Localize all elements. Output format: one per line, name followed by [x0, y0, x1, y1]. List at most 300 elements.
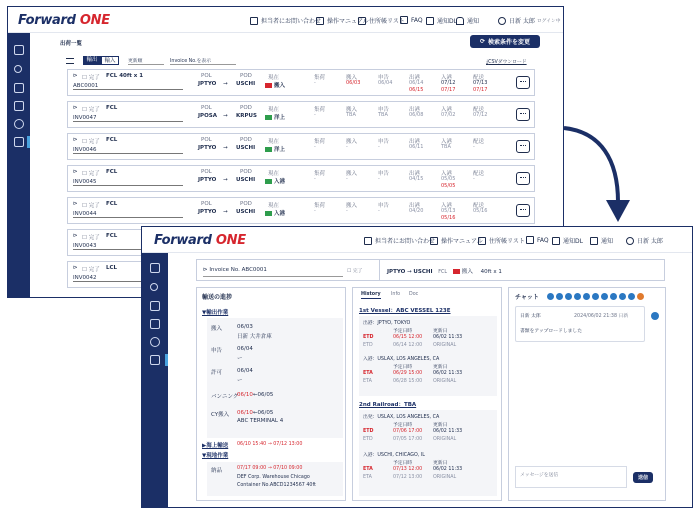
- done-checkbox[interactable]: ☐ 完了: [347, 269, 363, 274]
- row-pol-header: POL: [201, 73, 212, 79]
- col-updated: 更新日: [433, 329, 448, 334]
- row-pol: JPOSA: [198, 113, 217, 119]
- eta2-old-label: ETA: [363, 475, 372, 480]
- participant-avatar[interactable]: [547, 293, 554, 300]
- milestone-header: 集荷: [314, 75, 326, 81]
- page-title: 出荷一覧: [60, 41, 83, 47]
- detail-logo[interactable]: Forward ONE: [154, 233, 246, 248]
- row-pol: JPTYO: [198, 209, 217, 215]
- milestone-date: 05/13: [441, 208, 456, 214]
- bell-icon: [456, 17, 464, 25]
- etd1-date: 06/15 12:00: [393, 335, 423, 340]
- history-icon[interactable]: [150, 337, 160, 347]
- milestone-date: 07/02: [441, 112, 456, 118]
- invoice-select[interactable]: Invoice No.を表示: [170, 57, 236, 65]
- tab-info[interactable]: Info: [391, 292, 401, 297]
- book-icon: [316, 17, 324, 25]
- etd1-old-label: ETD: [363, 343, 373, 348]
- history-panel: [352, 287, 502, 501]
- rail-arrive: 入港：USCHI, CHICAGO, IL: [363, 453, 425, 458]
- section-ocean[interactable]: ▶海上輸送: [202, 443, 229, 449]
- bell-icon: [590, 237, 598, 245]
- list-icon: [358, 17, 366, 25]
- milestone-header: 入港: [441, 203, 453, 209]
- status-text: 搬入: [274, 83, 286, 89]
- status-flag: [265, 147, 272, 152]
- vessel-arrive: 入港：USLAX, LOS ANGELES, CA: [363, 357, 440, 362]
- history-icon[interactable]: [14, 119, 24, 129]
- eta1-orig: ORIGINAL: [433, 379, 457, 384]
- row-pol-header: POL: [201, 169, 212, 175]
- export-value-1: 06/04: [237, 346, 253, 352]
- participant-avatar[interactable]: [637, 293, 644, 300]
- truck-icon: ⊳: [73, 73, 78, 79]
- eta2-orig: ORIGINAL: [433, 475, 457, 480]
- participant-avatar[interactable]: [601, 293, 608, 300]
- tab-import[interactable]: 輸入: [101, 56, 119, 65]
- header-divider: [379, 260, 380, 280]
- milestone-header: 集荷: [314, 107, 326, 113]
- milestone-date-updated: 07/17: [473, 87, 488, 93]
- row-pol-header: POL: [201, 201, 212, 207]
- row-pol: JPTYO: [198, 81, 217, 87]
- invoice-underline: [203, 276, 343, 277]
- col-planned: 予定日時: [393, 329, 413, 334]
- row-pod: USCHI: [236, 209, 256, 215]
- truck-icon: ⊳: [203, 267, 208, 273]
- eta2-date: 07/13 12:00: [393, 467, 423, 472]
- milestone-date: 06/08: [409, 112, 424, 118]
- chat-message: 書類をアップロードしました: [520, 329, 583, 334]
- row-pod-header: POD: [240, 201, 252, 207]
- col-planned-2: 予定日時: [393, 365, 413, 370]
- row-invoice-id: INV0043: [73, 243, 183, 250]
- participant-avatar[interactable]: [583, 293, 590, 300]
- milestone-header: 入港: [441, 107, 453, 113]
- local-block: [207, 462, 343, 496]
- shipment-row[interactable]: [67, 165, 535, 192]
- milestone-header: 出港: [409, 139, 421, 145]
- shipment-row[interactable]: [67, 133, 535, 160]
- arrow-icon: →: [223, 177, 228, 183]
- row-status-header: 現在: [268, 171, 280, 177]
- export-sub-4: ABC TERMINAL 4: [237, 418, 284, 424]
- nav-manual[interactable]: 操作マニュアル: [316, 16, 369, 25]
- nav-contact[interactable]: 担当者にお問い合わせ: [250, 16, 321, 25]
- row-pol-header: POL: [201, 137, 212, 143]
- person-icon: [250, 17, 258, 25]
- milestone-header: 集荷: [314, 203, 326, 209]
- row-pod: USCHI: [236, 145, 256, 151]
- detail-window: [141, 226, 693, 508]
- milestone-header: 出港: [409, 75, 421, 81]
- milestone-header: 配送: [473, 107, 485, 113]
- export-label-0: 搬入: [211, 326, 223, 332]
- list-icon: [478, 237, 486, 245]
- milestone-header: 出港: [409, 203, 421, 209]
- eta2-upd: 06/02 11:33: [433, 467, 463, 472]
- vessel-depart: 出港：JPTYO, TOKYO: [363, 321, 411, 326]
- document-icon[interactable]: [150, 301, 160, 311]
- row-status-header: 現在: [268, 75, 280, 81]
- milestone-header: 搬入: [346, 139, 358, 145]
- col-updated-4: 更新日: [433, 461, 448, 466]
- milestone-header: 申告: [378, 107, 390, 113]
- row-pod: USCHI: [236, 81, 256, 87]
- participant-avatar[interactable]: [610, 293, 617, 300]
- row-invoice-id: INV0047: [73, 115, 183, 122]
- milestone-date: -: [473, 144, 475, 150]
- table-icon[interactable]: [14, 101, 24, 111]
- truck-icon: ⊳: [73, 105, 78, 111]
- row-mode: FCL: [106, 137, 118, 143]
- milestone-header: 入港: [441, 171, 453, 177]
- chat-user: 日新 太郎: [520, 314, 541, 319]
- chart-icon[interactable]: [14, 137, 24, 147]
- col-planned-3: 予定日時: [393, 423, 413, 428]
- row-mode: LCL: [106, 265, 118, 271]
- export-value-2: 06/04: [237, 368, 253, 374]
- vessel-block: [359, 316, 497, 396]
- status-text: 入港: [274, 179, 286, 185]
- filter-icon[interactable]: [66, 58, 74, 64]
- row-pod-header: POD: [240, 137, 252, 143]
- row-status: [265, 113, 285, 121]
- logo[interactable]: Forward ONE: [18, 13, 110, 28]
- detail-nav-dl[interactable]: 通知DL: [552, 236, 583, 245]
- milestone-header: 搬入: [346, 107, 358, 113]
- chat-icon[interactable]: [516, 172, 530, 185]
- detail-sidebar: [142, 253, 168, 507]
- detail-nav-contact[interactable]: 担当者にお問い合わせ: [364, 236, 435, 245]
- milestone-date: TBA: [378, 112, 388, 118]
- milestone-header: 搬入: [346, 203, 358, 209]
- rail-title[interactable]: 2nd Railroad：TBA: [359, 402, 417, 408]
- milestone-date: 04/15: [409, 176, 424, 182]
- participant-avatar[interactable]: [592, 293, 599, 300]
- transition-arrow: [556, 120, 636, 230]
- etd2-old-label: ETD: [363, 437, 373, 442]
- milestone-date-updated: 06/15: [409, 87, 424, 93]
- download-icon: [552, 237, 560, 245]
- chat-icon[interactable]: [516, 204, 530, 217]
- tab-export[interactable]: 輸出: [83, 56, 101, 65]
- section-export[interactable]: ▼輸出作業: [202, 310, 229, 316]
- milestone-date: -: [346, 208, 348, 214]
- shipment-row[interactable]: [67, 101, 535, 128]
- status-flag: [265, 179, 272, 184]
- export-value-3: 06/10←06/05: [237, 392, 274, 398]
- row-pol: JPTYO: [198, 145, 217, 151]
- arrow-icon: →: [223, 209, 228, 215]
- etd1-old: 06/14 12:00: [393, 343, 423, 348]
- row-status: [265, 209, 285, 217]
- milestone-date: -: [314, 208, 316, 214]
- etd2-date: 07/06 17:00: [393, 429, 423, 434]
- row-pod-header: POD: [240, 105, 252, 111]
- milestone-header: 入港: [441, 75, 453, 81]
- home-icon[interactable]: [150, 263, 160, 273]
- milestone-date: 06/04: [378, 80, 393, 86]
- row-pod: USCHI: [236, 177, 256, 183]
- participant-avatar[interactable]: [574, 293, 581, 300]
- user-icon: [626, 237, 634, 245]
- eta1-old: 06/28 15:00: [393, 379, 423, 384]
- invoice-header: [196, 259, 665, 281]
- col-updated-2: 更新日: [433, 365, 448, 370]
- route-summary: JPTYO → USCHI FCL 搬入 40ft x 1: [387, 269, 502, 275]
- arrow-icon: →: [223, 113, 228, 119]
- milestone-date: TBA: [346, 112, 356, 118]
- local-label: 納品: [211, 468, 223, 474]
- etd1-label: ETD: [363, 335, 374, 340]
- detail-nav-faq[interactable]: FAQ: [526, 236, 549, 244]
- milestone-header: 申告: [378, 171, 390, 177]
- etd2-upd: 06/02 11:33: [433, 429, 463, 434]
- chat-input[interactable]: メッセージを送信: [515, 466, 627, 488]
- sort-select[interactable]: 更新順: [128, 57, 164, 65]
- status-text: 洋上: [274, 147, 286, 153]
- milestone-header: 集荷: [314, 139, 326, 145]
- progress-title: 輸送の進捗: [202, 294, 233, 301]
- milestone-date: -: [314, 80, 316, 86]
- truck-icon: ⊳: [73, 233, 78, 239]
- row-pod: KRPUS: [236, 113, 257, 119]
- eta1-old-label: ETA: [363, 379, 372, 384]
- local-dates: 07/17 09:00 → 07/10 09:00: [237, 466, 303, 471]
- milestone-header: 出港: [409, 171, 421, 177]
- milestone-header: 配送: [473, 171, 485, 177]
- row-invoice-id: INV0046: [73, 147, 183, 154]
- status-flag: [265, 83, 272, 88]
- status-text: 入港: [274, 211, 286, 217]
- milestone-header: 申告: [378, 203, 390, 209]
- row-status-header: 現在: [268, 139, 280, 145]
- row-invoice-id: INV0042: [73, 275, 183, 282]
- change-search-button[interactable]: ⟳ 検索条件を変更: [470, 35, 540, 48]
- done-checkbox[interactable]: ☐ 完了: [82, 267, 100, 273]
- download-icon: ⤓: [486, 60, 489, 65]
- document-icon[interactable]: [14, 83, 24, 93]
- section-local[interactable]: ▼現地作業: [202, 453, 229, 459]
- chat-panel: [508, 287, 666, 501]
- row-invoice-id: ABC0001: [73, 83, 183, 90]
- table-icon[interactable]: [150, 319, 160, 329]
- user-badge[interactable]: [651, 312, 659, 320]
- milestone-date: 05/16: [473, 208, 488, 214]
- milestone-date: -: [473, 176, 475, 182]
- export-label-4: CY搬入: [211, 412, 230, 418]
- eta1-date: 06/29 15:00: [393, 371, 423, 376]
- chat-icon[interactable]: [516, 140, 530, 153]
- milestone-date: -: [346, 144, 348, 150]
- refresh-icon: ⟳: [479, 38, 485, 45]
- eta1-label: ETA: [363, 371, 373, 376]
- export-sub-0: 日新 大井倉庫: [237, 334, 272, 340]
- eta2-label: ETA: [363, 467, 373, 472]
- chat-icon[interactable]: [516, 108, 530, 121]
- row-status: [265, 81, 285, 89]
- export-value-4: 06/10←06/05: [237, 410, 274, 416]
- progress-panel: [196, 287, 346, 501]
- row-mode: FCL: [106, 169, 118, 175]
- milestone-date: -: [314, 176, 316, 182]
- milestone-date: 07/13: [473, 80, 488, 86]
- row-invoice-id: INV0044: [73, 211, 183, 218]
- csv-download-link[interactable]: ⤓CSVダウンロード: [486, 60, 527, 65]
- truck-icon: ⊳: [73, 265, 78, 271]
- participant-avatar[interactable]: [628, 293, 635, 300]
- local-line1: DEF Corp. Warehouse Chicago: [237, 475, 310, 480]
- row-status: [265, 177, 285, 185]
- col-updated-3: 更新日: [433, 423, 448, 428]
- milestone-date: 06/11: [409, 144, 424, 150]
- send-button[interactable]: 送信: [633, 472, 653, 483]
- export-value-0: 06/03: [237, 324, 253, 330]
- milestone-header: 配送: [473, 75, 485, 81]
- detail-nav-address[interactable]: 住所帳リスト: [478, 236, 525, 245]
- tab-history[interactable]: History: [361, 292, 381, 297]
- shipment-row[interactable]: [67, 69, 535, 96]
- milestone-date: 07/12: [473, 112, 488, 118]
- invoice-number: ⊳ Invoice No. ABC0001: [203, 267, 267, 273]
- top-bar: [8, 7, 563, 33]
- row-mode: FCL: [106, 233, 118, 239]
- milestone-date-updated: 05/16: [441, 215, 456, 221]
- row-invoice-id: INV0045: [73, 179, 183, 186]
- ocean-summary: 06/10 15:40 → 07/12 13:00: [237, 442, 303, 447]
- milestone-date-updated: 07/17: [441, 87, 456, 93]
- etd1-upd: 06/02 11:33: [433, 335, 463, 340]
- done-checkbox[interactable]: ☐ 完了: [82, 75, 100, 81]
- sidebar: [8, 33, 30, 297]
- status-flag: [453, 269, 460, 274]
- milestone-date: -: [378, 176, 380, 182]
- faq-icon: [400, 16, 408, 24]
- row-pol-header: POL: [201, 105, 212, 111]
- detail-user-menu[interactable]: 日新 太郎: [626, 236, 663, 245]
- nav-address[interactable]: 住所帳リスト: [358, 16, 405, 25]
- milestone-header: 入港: [441, 139, 453, 145]
- detail-top-bar: [142, 227, 692, 253]
- done-checkbox[interactable]: ☐ 完了: [82, 107, 100, 113]
- arrow-icon: →: [223, 145, 228, 151]
- nav-faq[interactable]: FAQ: [400, 16, 423, 24]
- status-text: 洋上: [274, 115, 286, 121]
- export-sub-1: ー: [237, 356, 243, 362]
- milestone-header: 集荷: [314, 171, 326, 177]
- user-icon: [498, 17, 506, 25]
- status-flag: [265, 211, 272, 216]
- search-icon[interactable]: [150, 283, 158, 291]
- rail-depart: 出発：USLAX, LOS ANGELES, CA: [363, 415, 440, 420]
- row-mode: FCL 40ft x 1: [106, 73, 144, 79]
- tab-doc[interactable]: Doc: [409, 292, 419, 297]
- participant-avatar[interactable]: [565, 293, 572, 300]
- milestone-header: 配送: [473, 203, 485, 209]
- participant-avatar[interactable]: [619, 293, 626, 300]
- search-icon[interactable]: [14, 65, 22, 73]
- chat-message-card: [515, 306, 645, 342]
- etd2-label: ETD: [363, 429, 374, 434]
- col-planned-4: 予定日時: [393, 461, 413, 466]
- done-checkbox[interactable]: ☐ 完了: [82, 235, 100, 241]
- milestone-date: 04/20: [409, 208, 424, 214]
- export-label-2: 許可: [211, 370, 223, 376]
- row-mode: FCL: [106, 105, 118, 111]
- book-icon: [430, 237, 438, 245]
- chat-icon[interactable]: [516, 76, 530, 89]
- local-line2: Container No.ABCD1234567 40ft: [237, 483, 316, 488]
- etd2-orig: ORIGINAL: [433, 437, 457, 442]
- faq-icon: [526, 236, 534, 244]
- truck-icon: ⊳: [73, 201, 78, 207]
- done-checkbox[interactable]: ☐ 完了: [82, 171, 100, 177]
- milestone-date: 07/12: [441, 80, 456, 86]
- done-checkbox[interactable]: ☐ 完了: [82, 203, 100, 209]
- home-icon[interactable]: [14, 45, 24, 55]
- row-pol: JPTYO: [198, 177, 217, 183]
- etd2-old: 07/05 17:00: [393, 437, 423, 442]
- row-mode: FCL: [106, 201, 118, 207]
- etd1-orig: ORIGINAL: [433, 343, 457, 348]
- truck-icon: ⊳: [73, 137, 78, 143]
- detail-nav-notice[interactable]: 通知: [590, 236, 613, 245]
- rail-block: [359, 410, 497, 496]
- eta2-old: 07/12 13:00: [393, 475, 423, 480]
- milestone-date: -: [346, 176, 348, 182]
- milestone-header: 搬入: [346, 171, 358, 177]
- nav-dl[interactable]: 通知DL: [426, 16, 457, 25]
- row-status: [265, 145, 285, 153]
- chat-title: チャット: [515, 294, 539, 301]
- milestone-header: 出港: [409, 107, 421, 113]
- person-icon: [364, 237, 372, 245]
- participant-avatar[interactable]: [556, 293, 563, 300]
- sidebar-active-indicator: [27, 136, 30, 148]
- nav-notice[interactable]: 通知: [456, 16, 479, 25]
- chat-time: 2024/06/02 21:38 日新: [574, 314, 629, 319]
- milestone-date: -: [378, 144, 380, 150]
- sidebar-active-indicator: [165, 354, 168, 366]
- arrow-icon: →: [223, 81, 228, 87]
- milestone-header: 申告: [378, 139, 390, 145]
- milestone-date: -: [314, 144, 316, 150]
- milestone-header: 配送: [473, 139, 485, 145]
- done-checkbox[interactable]: ☐ 完了: [82, 139, 100, 145]
- milestone-header: 申告: [378, 75, 390, 81]
- status-flag: [265, 115, 272, 120]
- eta1-upd: 06/02 11:33: [433, 371, 463, 376]
- row-status-header: 現在: [268, 203, 280, 209]
- download-icon: [426, 17, 434, 25]
- detail-nav-manual[interactable]: 操作マニュアル: [430, 236, 483, 245]
- milestone-date: 06/03: [346, 80, 361, 86]
- export-block: [207, 318, 343, 438]
- milestone-date: TBA: [441, 144, 451, 150]
- row-status-header: 現在: [268, 107, 280, 113]
- milestone-date: 05/05: [441, 176, 456, 182]
- user-menu[interactable]: 日新 太郎 ログイン中: [498, 16, 561, 25]
- vessel-title[interactable]: 1st Vessel：ABC VESSEL 123E: [359, 308, 451, 314]
- chart-icon[interactable]: [150, 355, 160, 365]
- milestone-date: -: [378, 208, 380, 214]
- truck-icon: ⊳: [73, 169, 78, 175]
- milestone-date: 06/14: [409, 80, 424, 86]
- shipment-row[interactable]: [67, 197, 535, 224]
- export-label-1: 申告: [211, 348, 223, 354]
- export-label-3: バンニング: [211, 394, 239, 400]
